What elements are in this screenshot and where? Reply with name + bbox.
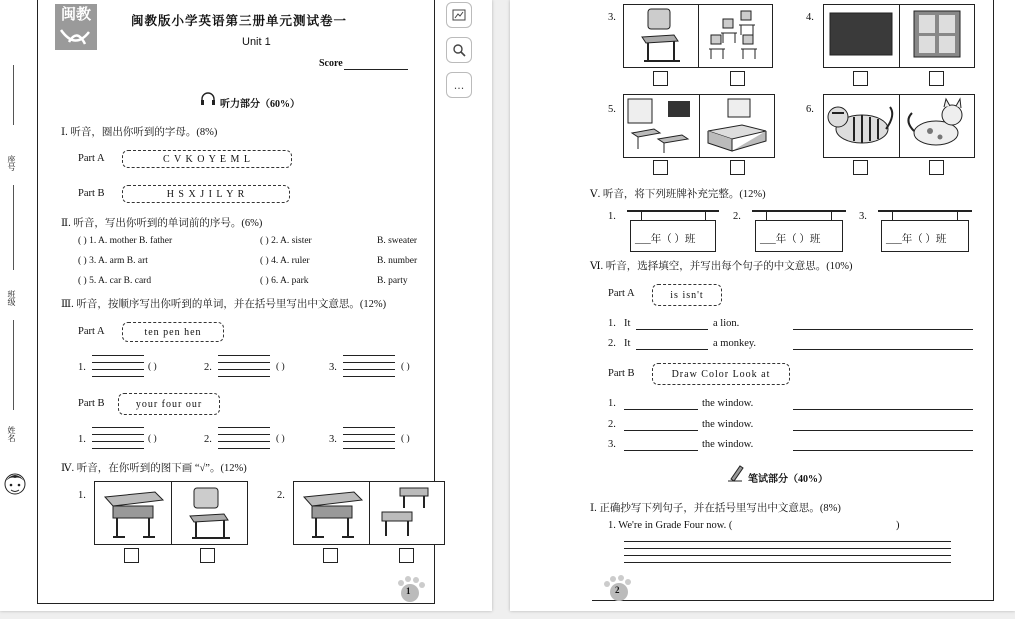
partB-item2-num: 2. xyxy=(608,419,616,430)
score-line xyxy=(344,69,408,70)
answer-checkbox[interactable] xyxy=(730,160,745,175)
publisher-logo xyxy=(55,4,97,50)
binding-line xyxy=(13,320,14,410)
answer-checkbox[interactable] xyxy=(323,548,338,563)
writing-lines xyxy=(92,355,144,377)
partB-item1-num: 1. xyxy=(608,398,616,409)
section3-b-num2: 2. xyxy=(204,434,212,445)
page-number: 2 xyxy=(615,585,620,595)
section7-item1: 1. We're in Grade Four now. ( xyxy=(608,520,733,531)
section6-partA-label: Part A xyxy=(608,288,635,299)
answer-checkbox[interactable] xyxy=(124,548,139,563)
classroom-picture xyxy=(624,95,699,157)
translation-line[interactable] xyxy=(793,329,973,330)
exam-page-1 xyxy=(0,0,492,611)
sign-hook xyxy=(641,212,642,220)
answer-checkbox[interactable] xyxy=(200,548,215,563)
section2-row3-a: ( ) 5. A. car B. card xyxy=(78,276,152,286)
binding-line xyxy=(13,65,14,125)
writing-lines xyxy=(218,355,270,377)
search-icon xyxy=(452,43,466,57)
section2-row3-b: ( ) 6. A. park xyxy=(260,276,309,286)
page-number: 1 xyxy=(406,586,411,596)
section2-row1-c: B. sweater xyxy=(377,236,418,246)
translation-line[interactable] xyxy=(793,409,973,410)
section1-partA-letters: C V K O Y E M L xyxy=(122,150,292,168)
copy-line[interactable] xyxy=(624,562,951,563)
section3-b-num1: 1. xyxy=(78,434,86,445)
pencil-icon xyxy=(728,464,744,482)
answer-checkbox[interactable] xyxy=(653,71,668,86)
paw-page-badge xyxy=(395,575,429,603)
section1-partB-label: Part B xyxy=(78,188,105,199)
chairs-picture xyxy=(698,5,773,67)
desk-picture xyxy=(95,482,171,544)
sign-hook xyxy=(766,212,767,220)
section3-a-num3: 3. xyxy=(329,362,337,373)
sign-hook xyxy=(892,212,893,220)
side-label-class: 班级 xyxy=(7,290,16,306)
translation-line[interactable] xyxy=(793,430,973,431)
section6-partB-words: Draw Color Look at xyxy=(652,363,790,385)
cat-picture xyxy=(899,95,975,157)
answer-blank[interactable] xyxy=(624,430,698,431)
headphones-icon xyxy=(200,92,216,106)
section3-b-paren1: ( ) xyxy=(148,434,157,444)
class-sign-2 xyxy=(755,220,843,252)
section2-row2-b: ( ) 4. A. ruler xyxy=(260,256,310,266)
partB-item3-num: 3. xyxy=(608,439,616,450)
search-tool-button[interactable] xyxy=(446,37,472,63)
section3-a-paren1: ( ) xyxy=(148,362,157,372)
listening-header: 听力部分（60%） xyxy=(220,99,300,110)
partA-item1-num: 1. xyxy=(608,318,616,329)
sign-text: ___年（ ）班 xyxy=(635,234,696,245)
answer-blank[interactable] xyxy=(636,329,708,330)
section2-row2-c: B. number xyxy=(377,256,418,266)
sign-num-3: 3. xyxy=(859,211,867,222)
sign-text: ___年（ ）班 xyxy=(760,234,821,245)
translation-line[interactable] xyxy=(793,349,973,350)
section3-a-num2: 2. xyxy=(204,362,212,373)
section3-b-paren2: ( ) xyxy=(276,434,285,444)
section3-partB-words: your four our xyxy=(118,393,220,415)
section3-partA-label: Part A xyxy=(78,326,105,337)
partA-item1-pre: It xyxy=(624,318,631,329)
picture-pair-6 xyxy=(823,94,975,158)
paw-page-badge xyxy=(600,574,634,602)
section1-partA-label: Part A xyxy=(78,153,105,164)
exam-page-2 xyxy=(510,0,1015,611)
exam-title: 闽教版小学英语第三册单元测试卷一 xyxy=(131,14,348,28)
translation-line[interactable] xyxy=(793,450,973,451)
pic-num-5: 5. xyxy=(608,104,616,115)
logo-swirl-icon xyxy=(55,24,97,50)
class-sign-1 xyxy=(630,220,716,252)
partA-item2-pre: It xyxy=(624,338,631,349)
answer-checkbox[interactable] xyxy=(853,160,868,175)
section2-title: Ⅱ. 听音，写出你听到的单词前的序号。(6%) xyxy=(61,218,263,229)
partB-item1-post: the window. xyxy=(702,398,754,409)
paw-icon xyxy=(395,575,429,603)
section3-a-paren3: ( ) xyxy=(401,362,410,372)
section6-partA-words: is isn't xyxy=(652,284,722,306)
picture-pair-1 xyxy=(94,481,248,545)
more-options-button[interactable] xyxy=(446,72,472,98)
copy-line[interactable] xyxy=(624,555,951,556)
partA-item2-post: a monkey. xyxy=(713,338,757,349)
written-header: 笔试部分（40%） xyxy=(748,474,828,485)
side-label-name: 姓名 xyxy=(7,426,16,442)
pic-num-4: 4. xyxy=(806,12,814,23)
unit-label: Unit 1 xyxy=(242,36,271,48)
section3-partA-words: ten pen hen xyxy=(122,322,224,342)
sign-num-2: 2. xyxy=(733,211,741,222)
partA-item1-post: a lion. xyxy=(713,318,740,329)
section3-title: Ⅲ. 听音，按顺序写出你听到的单词，并在括号里写出中文意思。(12%) xyxy=(61,299,387,310)
section6-title: Ⅵ. 听音，选择填空，并写出每个句子的中文意思。(10%) xyxy=(590,261,853,272)
section5-title: Ⅴ. 听音，将下列班牌补充完整。(12%) xyxy=(590,189,766,200)
partA-item2-num: 2. xyxy=(608,338,616,349)
copy-line[interactable] xyxy=(624,548,951,549)
section4-title: Ⅳ. 听音，在你听到的图下画 “√”。(12%) xyxy=(61,463,247,474)
section7-title: Ⅰ. 正确抄写下列句子，并在括号里写出中文意思。(8%) xyxy=(590,503,841,514)
answer-checkbox[interactable] xyxy=(853,71,868,86)
more-label: ... xyxy=(453,78,465,92)
chair-picture xyxy=(624,5,698,67)
partB-item3-post: the window. xyxy=(702,439,754,450)
desk-picture xyxy=(294,482,369,544)
boy-cartoon-icon xyxy=(2,470,28,502)
blackboard-picture xyxy=(824,5,899,67)
picture-pair-4 xyxy=(823,4,975,68)
window-picture xyxy=(899,5,975,67)
answer-checkbox[interactable] xyxy=(730,71,745,86)
section6-partB-label: Part B xyxy=(608,368,635,379)
section3-a-num1: 1. xyxy=(78,362,86,373)
answer-blank[interactable] xyxy=(624,450,698,451)
bedroom-picture xyxy=(699,95,775,157)
picture-pair-5 xyxy=(623,94,775,158)
copy-line[interactable] xyxy=(624,541,951,542)
score-label: Score xyxy=(319,58,343,69)
writing-lines xyxy=(343,427,395,449)
sign-hook xyxy=(957,212,958,220)
sign-text: ___年（ ）班 xyxy=(886,234,947,245)
answer-blank[interactable] xyxy=(636,349,708,350)
pic-num-3: 3. xyxy=(608,12,616,23)
writing-lines xyxy=(218,427,270,449)
section7-close-paren: ) xyxy=(896,520,900,531)
answer-blank[interactable] xyxy=(624,409,698,410)
desks-picture xyxy=(369,482,445,544)
pic-num-6: 6. xyxy=(806,104,814,115)
section2-row1-a: ( ) 1. A. mother B. father xyxy=(78,236,173,246)
section2-row1-b: ( ) 2. A. sister xyxy=(260,236,312,246)
section2-row2-a: ( ) 3. A. arm B. art xyxy=(78,256,148,266)
writing-lines xyxy=(92,427,144,449)
section3-partB-label: Part B xyxy=(78,398,105,409)
section3-a-paren2: ( ) xyxy=(276,362,285,372)
sign-hook xyxy=(831,212,832,220)
answer-checkbox[interactable] xyxy=(929,71,944,86)
sign-hook xyxy=(705,212,706,220)
section3-b-paren3: ( ) xyxy=(401,434,410,444)
sign-num-1: 1. xyxy=(608,211,616,222)
chair-picture xyxy=(171,482,248,544)
annotate-tool-button[interactable] xyxy=(446,2,472,28)
tiger-picture xyxy=(824,95,899,157)
picture-pair-2 xyxy=(293,481,445,545)
section4-num1: 1. xyxy=(78,490,86,501)
partB-item2-post: the window. xyxy=(702,419,754,430)
answer-checkbox[interactable] xyxy=(653,160,668,175)
section2-row3-c: B. party xyxy=(377,276,408,286)
writing-lines xyxy=(343,355,395,377)
edit-image-icon xyxy=(452,8,466,22)
picture-pair-3 xyxy=(623,4,773,68)
section3-b-num3: 3. xyxy=(329,434,337,445)
binding-line xyxy=(13,185,14,270)
logo-text: 闽教 xyxy=(60,5,91,23)
side-label-seat: 座号 xyxy=(7,155,16,171)
class-sign-3 xyxy=(881,220,969,252)
section1-partB-letters: H S X J I L Y R xyxy=(122,185,290,203)
answer-checkbox[interactable] xyxy=(929,160,944,175)
section1-title: Ⅰ. 听音，圈出你听到的字母。(8%) xyxy=(61,127,218,138)
answer-checkbox[interactable] xyxy=(399,548,414,563)
section4-num2: 2. xyxy=(277,490,285,501)
